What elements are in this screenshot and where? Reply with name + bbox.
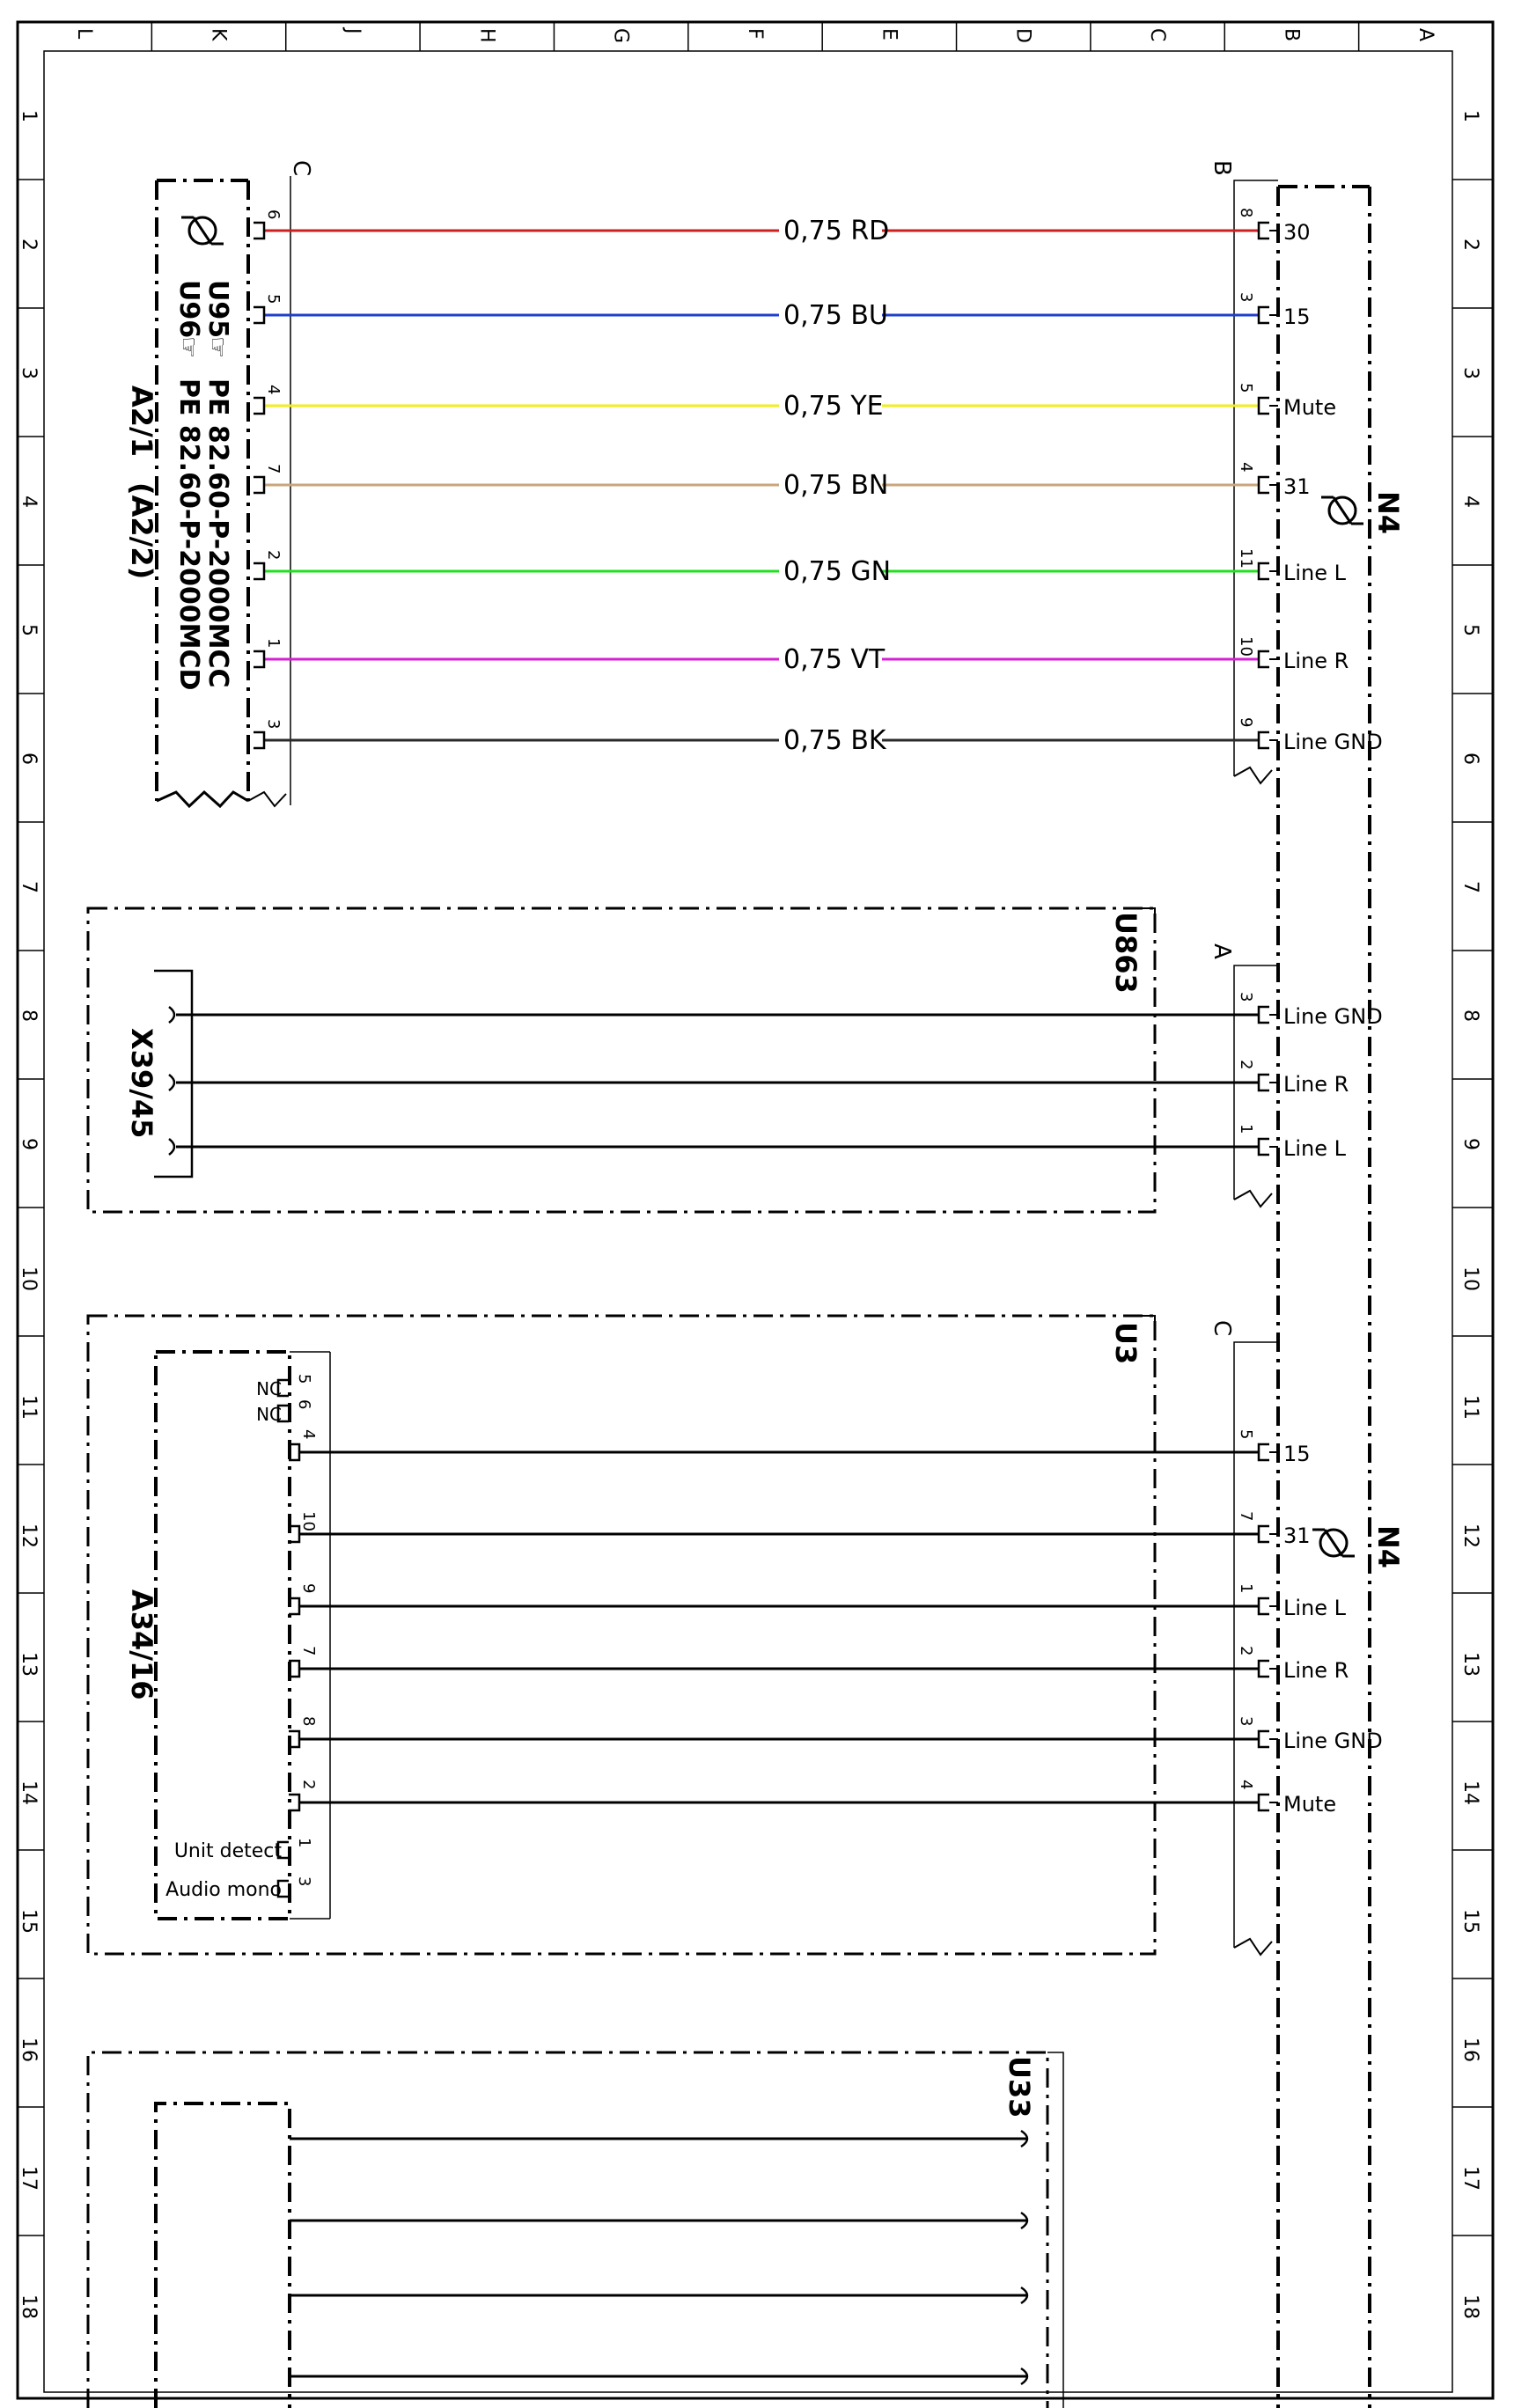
- signal-label: 30: [1283, 220, 1311, 245]
- row-label: 8: [18, 1009, 40, 1022]
- wire-spec-label: 0,75 BN: [783, 470, 889, 501]
- row-label: 1: [18, 110, 40, 122]
- right-pin-icon: [1259, 1139, 1269, 1155]
- n4-connector-b-label: B: [1209, 160, 1235, 176]
- row-label: 18: [1459, 2294, 1481, 2319]
- wire-u3-line-r[interactable]: [289, 1646, 1349, 1683]
- row-label: 4: [18, 496, 40, 508]
- row-label: 6: [18, 752, 40, 765]
- right-pin-number: 1: [1237, 1124, 1255, 1134]
- left-pin-icon: [254, 732, 264, 748]
- right-pin-number: 11: [1237, 548, 1255, 569]
- row-label: 6: [1459, 752, 1481, 765]
- right-pin-number: 8: [1237, 208, 1255, 218]
- column-label: J: [341, 28, 364, 34]
- a21-label: A2/1: [125, 385, 158, 457]
- right-pin-number: 2: [1237, 1646, 1255, 1656]
- row-label: 18: [18, 2294, 40, 2319]
- right-pin-number: 7: [1237, 1511, 1255, 1522]
- right-pin-number: 5: [1237, 383, 1255, 393]
- row-label: 12: [18, 1523, 40, 1548]
- a21-connector-label: C: [288, 160, 314, 177]
- pin-label: Audio mono: [165, 1879, 282, 1901]
- row-label: 10: [18, 1266, 40, 1291]
- row-label: 17: [1459, 2166, 1481, 2191]
- row-label: 17: [18, 2166, 40, 2191]
- n4-connector-b: [1234, 180, 1278, 783]
- wires-u863-group: [169, 992, 1383, 1161]
- wire-spec-label: 0,75 GN: [783, 556, 892, 587]
- n4-label-mid: N4: [1371, 1525, 1405, 1569]
- a21-ref1: U95: [202, 280, 233, 339]
- right-pin-icon: [1259, 307, 1269, 323]
- signal-label: Line L: [1283, 561, 1347, 585]
- pin-number: 3: [295, 1876, 313, 1887]
- right-pin-icon: [1259, 1444, 1269, 1460]
- right-pin-icon: [1259, 223, 1269, 239]
- n4-connector-c-label: C: [1209, 1320, 1235, 1337]
- drawing-frame: [18, 22, 1493, 2398]
- left-pin-number: 3: [264, 719, 283, 730]
- row-label: 14: [1459, 1780, 1481, 1805]
- wire-u3-line-l[interactable]: [289, 1583, 1347, 1620]
- wires-u33-group: [290, 2131, 1028, 2384]
- left-pin-number: 2: [299, 1780, 318, 1790]
- right-pin-number: 2: [1237, 1060, 1255, 1070]
- row-label: 4: [1459, 496, 1481, 508]
- wire-u33[interactable]: [290, 2213, 1028, 2228]
- wire-spec-label: 0,75 VT: [783, 644, 886, 675]
- left-pin-number: 4: [264, 385, 283, 395]
- a21-ground-icon: [181, 217, 224, 244]
- signal-label: Line GND: [1283, 1004, 1383, 1029]
- right-pin-number: 1: [1237, 1583, 1255, 1594]
- right-pin-icon: [1259, 732, 1269, 748]
- row-label: 1: [1459, 110, 1481, 122]
- row-label: 8: [1459, 1009, 1481, 1022]
- signal-label: Line R: [1283, 1072, 1349, 1097]
- wire-u33[interactable]: [290, 2287, 1028, 2303]
- column-label: K: [207, 28, 230, 41]
- wire-u33[interactable]: [290, 2131, 1028, 2147]
- wire-u863-line-r[interactable]: [169, 1060, 1349, 1097]
- right-pin-number: 3: [1237, 1716, 1255, 1727]
- right-pin-icon: [1259, 1731, 1269, 1747]
- column-label: C: [1146, 28, 1169, 42]
- wire-u3-mute[interactable]: [289, 1780, 1336, 1817]
- row-label: 3: [18, 367, 40, 379]
- column-label: H: [475, 28, 498, 43]
- wires-u3-group: [289, 1429, 1383, 1817]
- signal-label: Line GND: [1283, 730, 1383, 754]
- signal-label: Line L: [1283, 1136, 1347, 1161]
- right-pin-icon: [1259, 1007, 1269, 1023]
- socket-pin-icon: [169, 1075, 174, 1090]
- row-label: 5: [18, 624, 40, 636]
- nc-label: NC: [256, 1378, 282, 1399]
- right-pin-number: 3: [1237, 992, 1255, 1002]
- signal-label: 15: [1283, 1442, 1311, 1466]
- left-pin-number: 9: [299, 1583, 318, 1594]
- wire-0-75-bk[interactable]: [254, 717, 1383, 756]
- signal-label: Line L: [1283, 1596, 1347, 1620]
- left-pin-icon: [254, 307, 264, 323]
- wire-spec-label: 0,75 BK: [783, 725, 886, 756]
- row-label: 13: [18, 1652, 40, 1677]
- wire-u863-line-gnd[interactable]: [169, 992, 1383, 1029]
- right-pin-icon: [1259, 1598, 1269, 1614]
- nc-pin-number: 6: [295, 1399, 313, 1410]
- left-pin-number: 2: [264, 550, 283, 561]
- row-label: 11: [1459, 1395, 1481, 1420]
- nc-label: NC: [256, 1404, 282, 1425]
- wire-u3-31[interactable]: [289, 1511, 1311, 1548]
- wire-0-75-ye[interactable]: [254, 383, 1336, 422]
- right-pin-number: 4: [1237, 462, 1255, 473]
- pin-label: Unit detect: [173, 1840, 282, 1862]
- left-pin-icon: [254, 477, 264, 493]
- wire-0-75-vt[interactable]: [254, 636, 1349, 675]
- right-pin-icon: [1259, 398, 1269, 414]
- wire-0-75-bu[interactable]: [254, 292, 1311, 331]
- left-pin-icon: [254, 563, 264, 579]
- row-label: 2: [18, 239, 40, 251]
- row-label: 15: [1459, 1909, 1481, 1934]
- column-label: A: [1414, 28, 1437, 42]
- row-label: 10: [1459, 1266, 1481, 1291]
- nc-pin-number: 5: [295, 1374, 313, 1384]
- a3416-label: A34/16: [125, 1589, 158, 1700]
- wire-u3-line-gnd[interactable]: [289, 1716, 1383, 1753]
- row-label: 5: [1459, 624, 1481, 636]
- u33-housing: [88, 2052, 1063, 2408]
- a21-arrow-icon-1: ☞: [203, 336, 232, 359]
- socket-pin-icon: [169, 1139, 174, 1155]
- row-label: 13: [1459, 1652, 1481, 1677]
- u863-housing: [88, 908, 1155, 1212]
- x3945-label: X39/45: [125, 1028, 158, 1139]
- u3-nc-pins: [256, 1374, 313, 1425]
- column-label: G: [609, 28, 632, 44]
- signal-label: Line GND: [1283, 1729, 1383, 1753]
- signal-label: Mute: [1283, 395, 1337, 420]
- a21-arrow-icon-2: ☞: [174, 336, 203, 359]
- wire-u33[interactable]: [290, 2368, 1028, 2384]
- signal-label: Mute: [1283, 1792, 1337, 1817]
- row-label: 2: [1459, 239, 1481, 251]
- wire-spec-label: 0,75 YE: [783, 391, 884, 422]
- column-label: E: [878, 28, 900, 40]
- row-label: 16: [1459, 2037, 1481, 2062]
- left-pin-number: 4: [299, 1429, 318, 1440]
- right-pin-icon: [1259, 477, 1269, 493]
- right-pin-icon: [1259, 651, 1269, 667]
- a21-ref2: U96: [173, 280, 204, 339]
- left-pin-number: 1: [264, 638, 283, 649]
- u3-label: U3: [1109, 1322, 1143, 1365]
- left-pin-icon: [254, 651, 264, 667]
- a21-pe2-link[interactable]: PE 82.60-P-2000MCD: [173, 378, 204, 691]
- right-pin-icon: [1259, 563, 1269, 579]
- row-label: 14: [18, 1780, 40, 1805]
- a21-label-alt: (A2/2): [125, 482, 158, 580]
- column-label: F: [744, 28, 766, 40]
- row-label: 12: [1459, 1523, 1481, 1548]
- wire-spec-label: 0,75 BU: [783, 300, 888, 331]
- right-pin-number: 3: [1237, 292, 1255, 303]
- column-label: D: [1011, 28, 1034, 43]
- pin-number: 1: [295, 1838, 313, 1848]
- right-pin-number: 5: [1237, 1429, 1255, 1440]
- wire-u863-line-l[interactable]: [169, 1124, 1347, 1161]
- row-label: 7: [18, 881, 40, 893]
- right-pin-number: 9: [1237, 717, 1255, 728]
- socket-pin-icon: [169, 1007, 174, 1023]
- row-label: 7: [1459, 881, 1481, 893]
- right-pin-number: 4: [1237, 1780, 1255, 1790]
- signal-label: 15: [1283, 305, 1311, 329]
- right-pin-icon: [1259, 1526, 1269, 1542]
- wire-0-75-gn[interactable]: [254, 548, 1347, 587]
- row-label: 16: [18, 2037, 40, 2062]
- u33-label: U33: [1003, 2056, 1036, 2118]
- n4-connector-a-label: A: [1209, 943, 1235, 959]
- signal-label: 31: [1283, 1523, 1311, 1548]
- left-pin-number: 7: [299, 1646, 318, 1656]
- wire-0-75-bn[interactable]: [254, 462, 1311, 501]
- row-label: 9: [18, 1138, 40, 1150]
- u863-label: U863: [1109, 912, 1143, 994]
- column-label: L: [73, 28, 96, 40]
- left-pin-number: 8: [299, 1716, 318, 1727]
- signal-label: 31: [1283, 474, 1311, 499]
- left-pin-number: 6: [264, 209, 283, 220]
- n4-ground-icon: [1321, 497, 1363, 524]
- wire-0-75-rd[interactable]: [254, 208, 1311, 246]
- signal-label: Line R: [1283, 1658, 1349, 1683]
- n4-housing: [1278, 187, 1370, 2408]
- left-pin-number: 10: [299, 1511, 318, 1531]
- left-pin-number: 5: [264, 294, 283, 305]
- n4-ground-icon-2: [1312, 1530, 1355, 1556]
- row-label: 3: [1459, 367, 1481, 379]
- left-pin-number: 7: [264, 464, 283, 474]
- left-pin-icon: [254, 223, 264, 239]
- n4-label-top: N4: [1371, 491, 1405, 535]
- wires-top-group: [254, 208, 1383, 756]
- column-label: B: [1280, 28, 1303, 42]
- row-label: 9: [1459, 1138, 1481, 1150]
- left-pin-icon: [254, 398, 264, 414]
- right-pin-icon: [1259, 1661, 1269, 1677]
- row-label: 15: [18, 1909, 40, 1934]
- a21-pe1-link[interactable]: PE 82.60-P-2000MCC: [202, 378, 233, 688]
- right-pin-icon: [1259, 1075, 1269, 1090]
- right-pin-number: 10: [1237, 636, 1255, 657]
- right-pin-icon: [1259, 1795, 1269, 1810]
- wire-spec-label: 0,75 RD: [783, 216, 890, 246]
- wire-u3-15[interactable]: [289, 1429, 1311, 1466]
- row-label: 11: [18, 1395, 40, 1420]
- signal-label: Line R: [1283, 649, 1349, 673]
